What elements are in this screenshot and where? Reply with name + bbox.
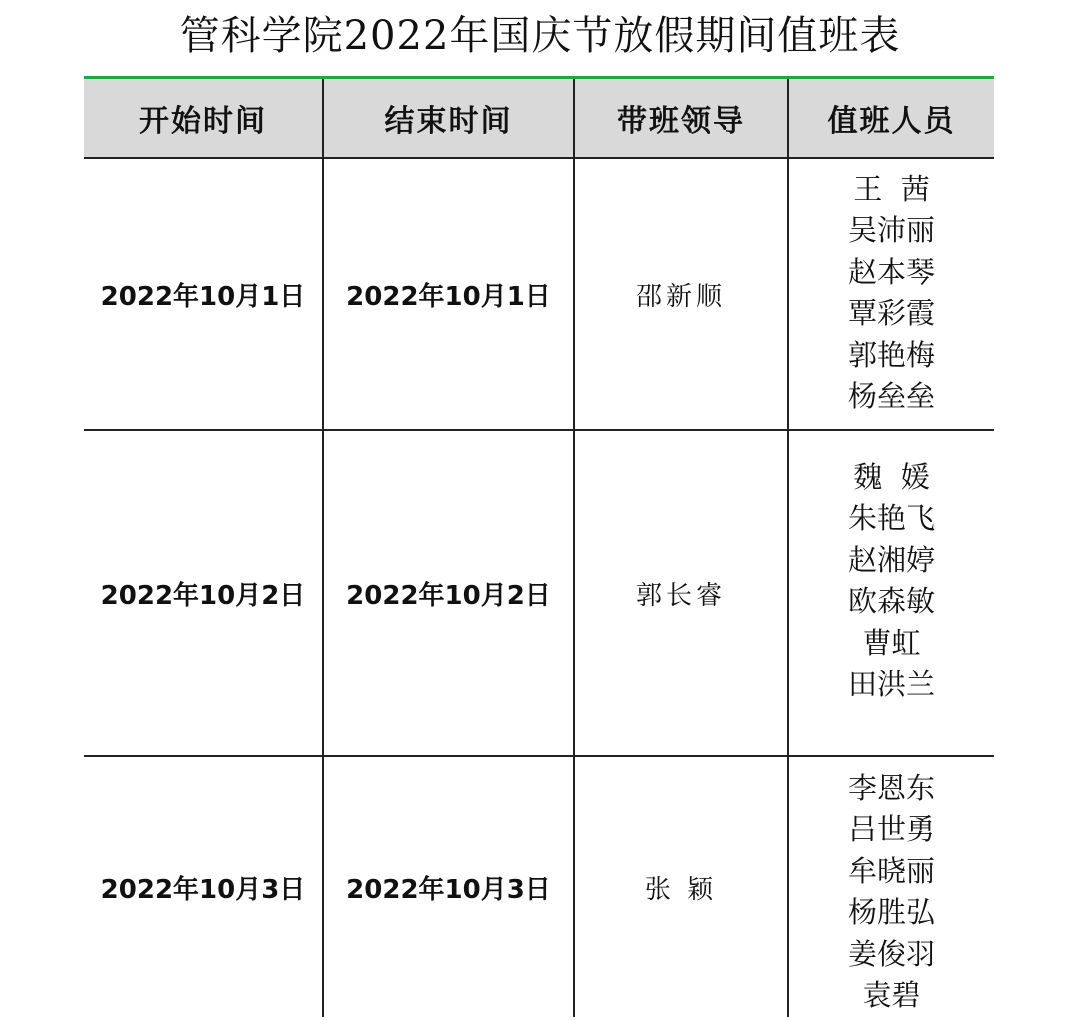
staff-name: 袁碧 xyxy=(862,978,921,1012)
staff-name: 赵湘婷 xyxy=(847,542,935,577)
staff-list xyxy=(789,169,994,418)
staff-name: 王 茜 xyxy=(853,171,930,206)
staff-name: 赵本琴 xyxy=(847,254,935,289)
table-row xyxy=(84,756,994,1017)
end-date-cell: 2022年10月3日 xyxy=(323,756,574,1017)
end-date-cell: 2022年10月1日 xyxy=(323,158,574,430)
page-title: 管科学院2022年国庆节放假期间值班表 xyxy=(179,13,901,59)
staff-name: 吕世勇 xyxy=(847,812,935,846)
staff-name: 覃彩霞 xyxy=(847,296,935,330)
staff-cell xyxy=(788,756,994,1017)
staff-name: 杨垒垒 xyxy=(847,379,935,413)
table-header-row xyxy=(84,79,994,158)
header-staff: 值班人员 xyxy=(788,79,994,158)
staff-name: 郭艳梅 xyxy=(847,337,935,372)
header-start-time: 开始时间 xyxy=(84,79,323,158)
duty-table xyxy=(84,79,994,1017)
staff-name: 吴沛丽 xyxy=(847,213,935,247)
staff-list xyxy=(789,768,994,1017)
end-date-cell: 2022年10月2日 xyxy=(323,430,574,756)
staff-cell xyxy=(788,430,994,756)
staff-name: 杨胜弘 xyxy=(847,895,935,929)
staff-cell xyxy=(788,158,994,430)
header-leader: 带班领导 xyxy=(574,79,788,158)
table-row xyxy=(84,430,994,756)
staff-name: 姜俊羽 xyxy=(847,936,935,971)
staff-name: 曹虹 xyxy=(862,625,921,660)
staff-name: 牟晓丽 xyxy=(847,853,935,888)
start-date-cell: 2022年10月2日 xyxy=(84,430,323,756)
start-date-cell: 2022年10月3日 xyxy=(100,874,306,905)
staff-name: 田洪兰 xyxy=(847,667,935,701)
header-end-time: 结束时间 xyxy=(323,79,574,158)
staff-list xyxy=(789,457,994,706)
staff-name: 魏 媛 xyxy=(853,459,930,494)
leader-cell: 郭长睿 xyxy=(574,430,788,756)
leader-cell: 张 颖 xyxy=(574,756,788,1017)
staff-name: 欧森敏 xyxy=(847,584,935,618)
table-row xyxy=(84,158,994,430)
start-date-cell: 2022年10月1日 xyxy=(84,158,323,430)
staff-name: 朱艳飞 xyxy=(847,501,935,535)
leader-cell: 邵新顺 xyxy=(574,158,788,430)
staff-name: 李恩东 xyxy=(847,770,935,805)
